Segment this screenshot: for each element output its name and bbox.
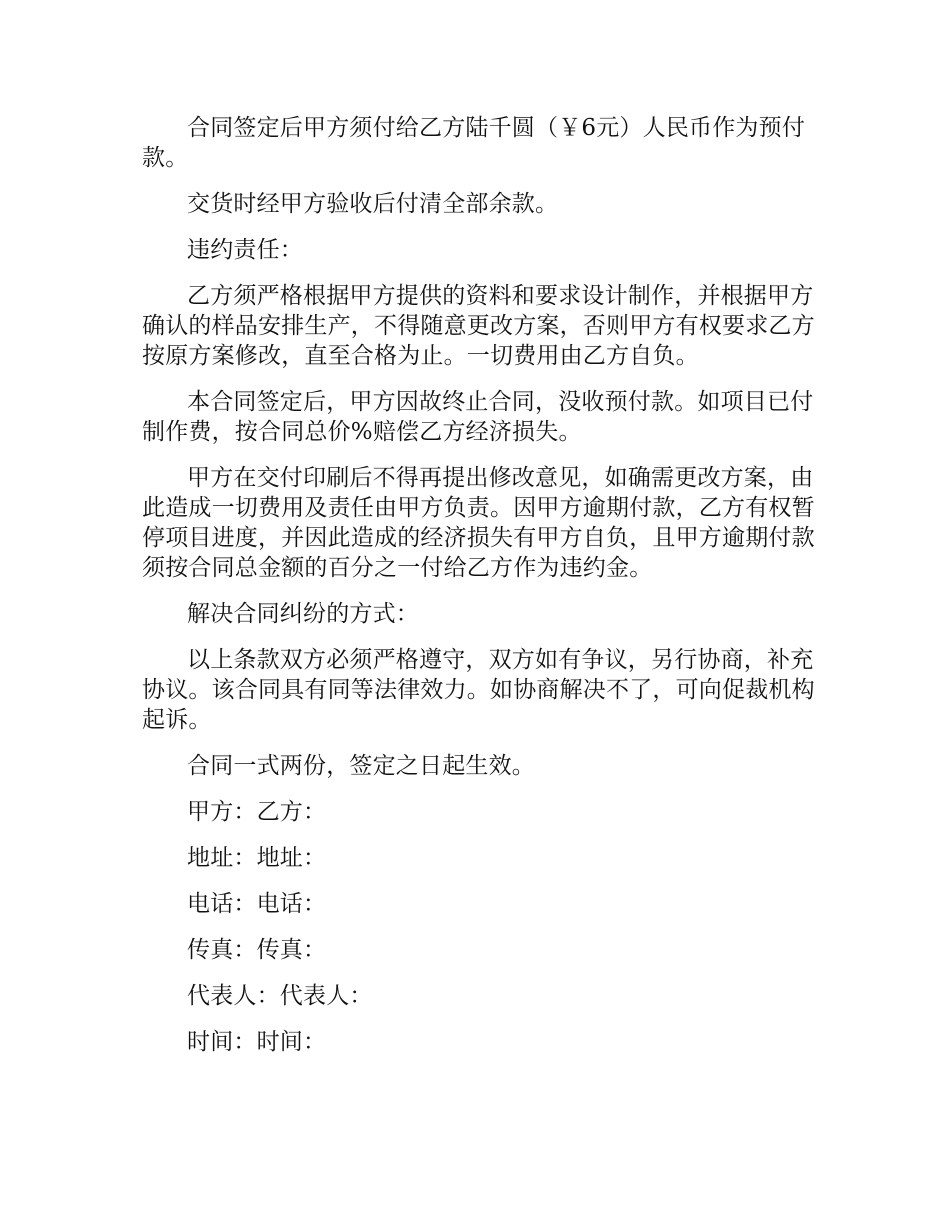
- paragraph-effective: 合同一式两份，签定之日起生效。: [187, 753, 535, 779]
- contract-body: [142, 113, 832, 1073]
- signature-representative-line: 代表人：代表人：: [187, 983, 373, 1009]
- paragraph-termination: 本合同签定后，甲方因故终止合同，没收预付款。如项目已付制作费，按合同总价%赔偿乙方经济损失。: [142, 389, 814, 445]
- signature-address-line: 地址：地址：: [187, 845, 327, 871]
- section-heading-liability: 违约责任：: [187, 237, 303, 263]
- paragraph-prepayment: 合同签定后甲方须付给乙方陆千圆（￥6元）人民币作为预付款。: [142, 115, 806, 171]
- paragraph-party-a-obligations: 甲方在交付印刷后不得再提出修改意见，如确需更改方案，由此造成一切费用及责任由甲方负责。因甲方逾期付款，乙方有权暂停项目进度，并因此造成的经济损失有甲方自负，且甲方逾期付款须按合同总金额的百分之一付给乙方作为违约金。: [142, 465, 815, 581]
- section-heading-disputes: 解决合同纠纷的方式：: [187, 601, 419, 627]
- paragraph-dispute-resolution: 以上条款双方必须严格遵守，双方如有争议，另行协商，补充协议。该合同具有同等法律效力。如协商解决不了，可向促裁机构起诉。: [142, 647, 815, 733]
- signature-phone-line: 电话：电话：: [187, 891, 327, 917]
- signature-party-line: 甲方：乙方：: [187, 799, 327, 825]
- paragraph-final-payment: 交货时经甲方验收后付清全部余款。: [187, 191, 559, 217]
- signature-fax-line: 传真：传真：: [187, 937, 327, 963]
- paragraph-party-b-obligations: 乙方须严格根据甲方提供的资料和要求设计制作，并根据甲方确认的样品安排生产，不得随意更改方案，否则甲方有权要求乙方按原方案修改，直至合格为止。一切费用由乙方自负。: [142, 283, 815, 369]
- signature-date-line: 时间：时间：: [187, 1029, 327, 1055]
